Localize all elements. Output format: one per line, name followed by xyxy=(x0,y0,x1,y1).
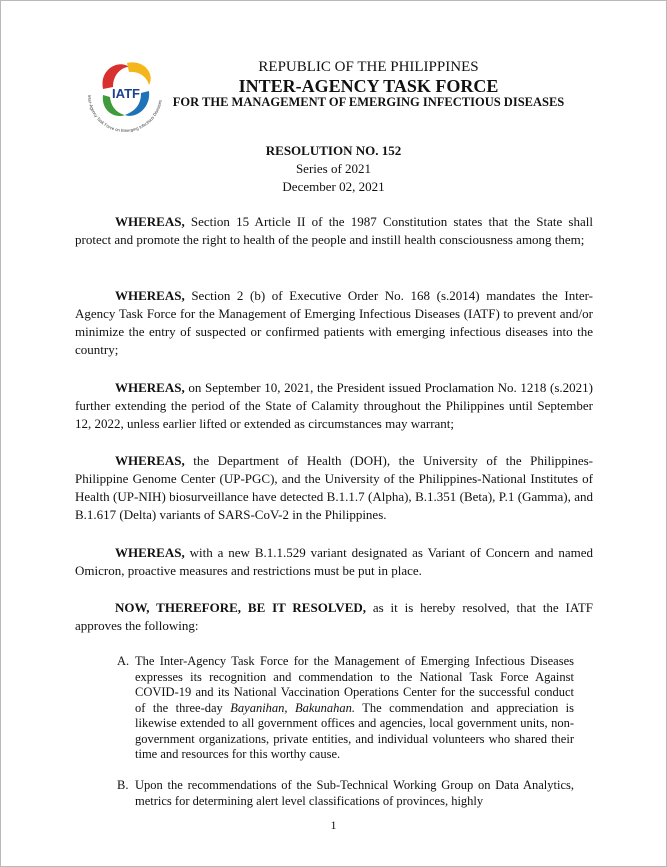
paragraph-text: the Department of Health (DOH), the University of the Philippines-Philippine Genome Center (UP-PGC), and the University of the Philippines-National Institutes of Health (UP-NIH) biosurveillance have detected B.1.1.7 (Alpha), B.1.351 (Beta), P.1 (Gamma), and B.1.617 (Delta) variants of SARS-CoV-2 in the Philippines. xyxy=(75,453,594,522)
list-item-b xyxy=(117,778,574,809)
header-subtitle: FOR THE MANAGEMENT OF EMERGING INFECTIOUS DISEASES xyxy=(172,95,565,109)
logo-acronym: IATF xyxy=(112,86,140,101)
iatf-logo xyxy=(79,45,171,137)
paragraph-whereas-5 xyxy=(75,544,593,580)
resolution-date: December 02, 2021 xyxy=(282,179,385,194)
paragraph-text: with a new B.1.1.529 variant designated as Variant of Concern and named Omicron, proactive measures and restrictions must be put in place. xyxy=(75,545,594,578)
paragraph-resolved xyxy=(75,599,593,635)
paragraph-whereas-4 xyxy=(75,452,593,524)
paragraph-whereas-1 xyxy=(75,213,593,249)
list-marker: A. xyxy=(117,654,130,668)
paragraph-text: on September 10, 2021, the President issued Proclamation No. 1218 (s.2021) further extending the period of the State of Calamity throughout the Philippines until September 12, 2022, unless earlier lifted or extended as circumstances may warrant; xyxy=(75,380,594,431)
paragraph-lead: WHEREAS, xyxy=(115,453,185,468)
list-item-a xyxy=(117,654,574,763)
resolution-number: RESOLUTION NO. 152 xyxy=(265,143,402,158)
list-item-text: The Inter-Agency Task Force for the Management of Emerging Infectious Diseases expresses its recognition and commendation to the National Task Force Against COVID-19 and its National Vaccination Operations Center for the successful conduct of the three-day Bayanihan, Bakunahan. The commendation and appreciation is likewise extended to all government offices and agencies, local government units, non-government organizations, private entities, and individual volunteers who shared their time and resources for this worthy cause. xyxy=(135,654,574,761)
paragraph-whereas-3 xyxy=(75,379,593,433)
list-item-emphasis: Bayanihan, Bakunahan. xyxy=(230,700,356,715)
logo-ring-text: Inter-Agency Task Force on Emerging Infectious Diseases xyxy=(86,94,163,134)
header-republic: REPUBLIC OF THE PHILIPPINES xyxy=(258,59,479,75)
paragraph-lead: WHEREAS, xyxy=(115,545,185,560)
paragraph-lead: WHEREAS, xyxy=(115,214,185,229)
iatf-logo-graphic xyxy=(79,45,171,137)
paragraph-whereas-2 xyxy=(75,287,593,359)
paragraph-text: Section 15 Article II of the 1987 Constitution states that the State shall protect and promote the right to health of the people and instill health consciousness among them; xyxy=(75,214,593,247)
paragraph-lead: WHEREAS, xyxy=(115,380,185,395)
paragraph-lead: NOW, THEREFORE, BE IT RESOLVED, xyxy=(115,600,366,615)
paragraph-text: Section 2 (b) of Executive Order No. 168 (s.2014) mandates the Inter-Agency Task Force for the Management of Emerging Infectious Diseases (IATF) to prevent and/or minimize the entry of suspected or confirmed patients with emerging infectious diseases into the country; xyxy=(75,288,593,357)
list-marker: B. xyxy=(117,778,129,792)
header-agency: INTER-AGENCY TASK FORCE xyxy=(238,76,499,96)
paragraph-text: as it is hereby resolved, that the IATF approves the following: xyxy=(75,600,593,633)
list-item-text: Upon the recommendations of the Sub-Technical Working Group on Data Analytics, metrics for determining alert level classifications of provinces, highly xyxy=(135,778,574,808)
resolution-series: Series of 2021 xyxy=(295,161,372,176)
logo-yellow-hand xyxy=(127,62,151,85)
paragraph-lead: WHEREAS, xyxy=(115,288,185,303)
page-number: 1 xyxy=(330,818,337,832)
